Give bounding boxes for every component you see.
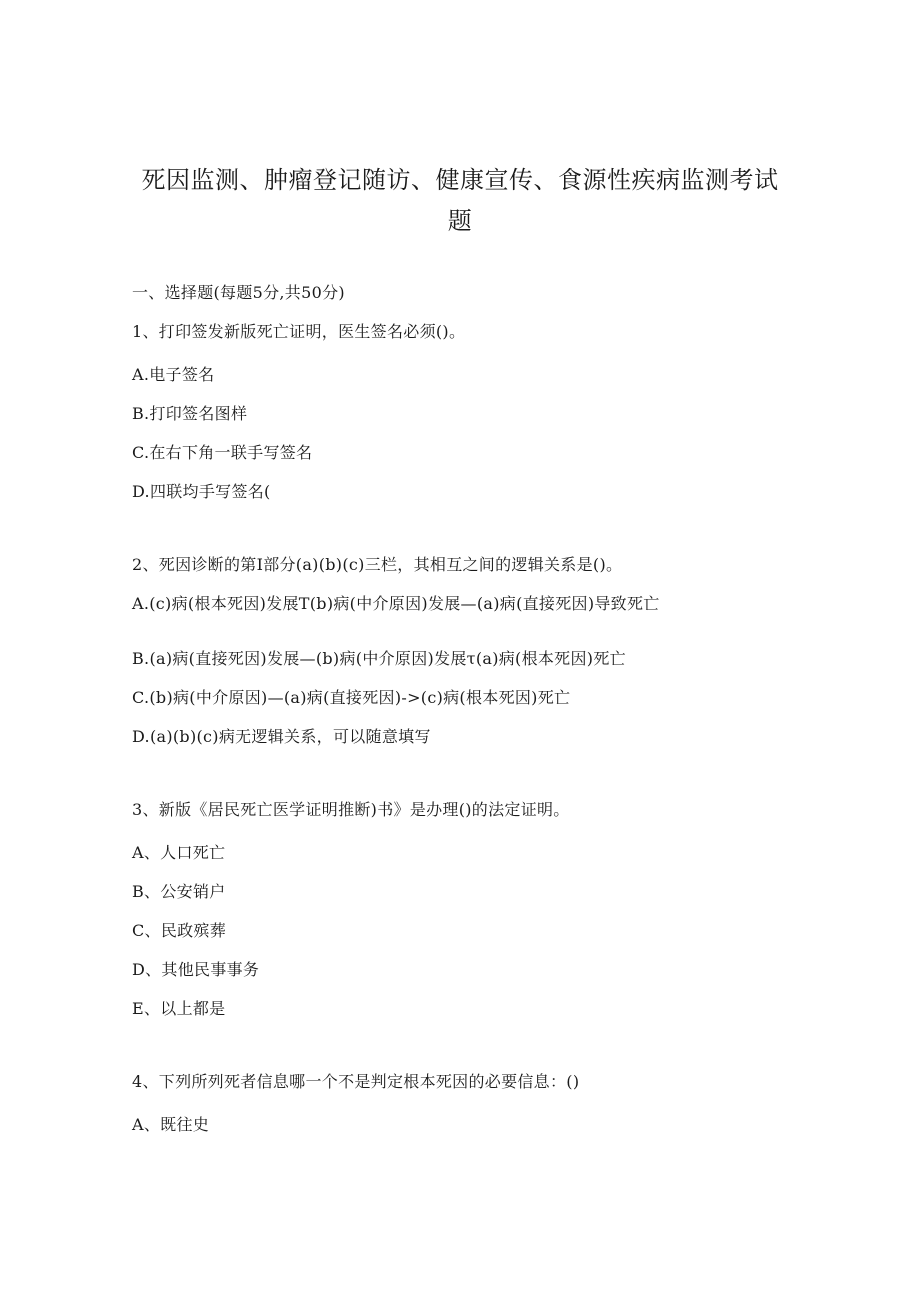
question-1-stem: 1、打印签发新版死亡证明，医生签名必须()。 [132,322,466,341]
question-3-option-b: B、公安销户 [132,882,226,901]
question-1-option-c: C.在右下角一联手写签名 [132,443,313,462]
section-heading: 一、选择题(每题5分,共50分) [132,283,345,302]
question-3-option-d: D、其他民事事务 [132,960,260,979]
document-title-line-2: 题 [447,207,473,235]
question-2-option-d: D.(a)(b)(c)病无逻辑关系，可以随意填写 [132,727,431,746]
question-1-option-a: A.电子签名 [132,365,215,384]
question-3-option-c: C、民政殡葬 [132,921,227,940]
question-2-option-c: C.(b)病(中介原因)—(a)病(直接死因)->(c)病(根本死因)死亡 [132,688,571,707]
question-3-stem: 3、新版《居民死亡医学证明推断)书》是办理()的法定证明。 [132,800,570,819]
question-3-option-e: E、以上都是 [132,999,226,1018]
question-1-option-b: B.打印签名图样 [132,404,248,423]
question-2-option-b: B.(a)病(直接死因)发展—(b)病(中介原因)发展τ(a)病(根本死因)死亡 [132,649,626,668]
question-2-stem: 2、死因诊断的第I部分(a)(b)(c)三栏，其相互之间的逻辑关系是()。 [132,555,623,574]
question-4-stem: 4、下列所列死者信息哪一个不是判定根本死因的必要信息：() [132,1072,580,1091]
question-2-option-a: A.(c)病(根本死因)发展T(b)病(中介原因)发展—(a)病(直接死因)导致死亡 [132,594,660,613]
question-4-option-a: A、既往史 [132,1115,210,1134]
question-3-option-a: A、人口死亡 [132,843,226,862]
document-title-line-1: 死因监测、肿瘤登记随访、健康宣传、食源性疾病监测考试 [141,166,779,194]
question-1-option-d: D.四联均手写签名( [132,482,271,501]
